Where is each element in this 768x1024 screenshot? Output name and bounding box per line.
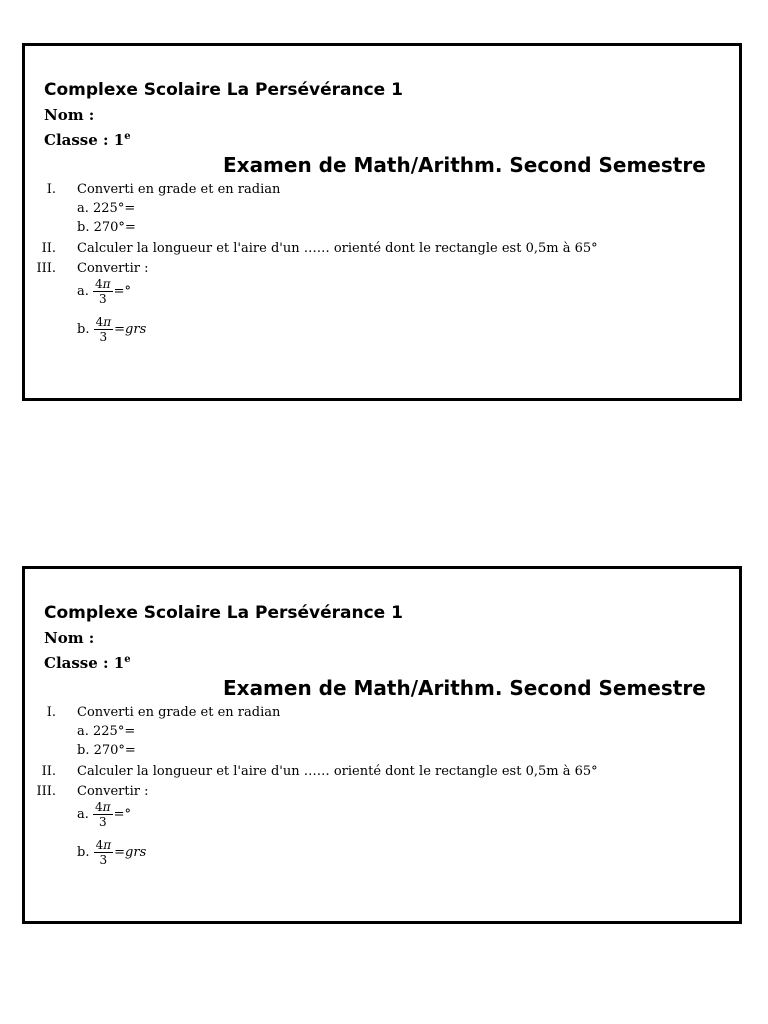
question-3b-unit: grs <box>125 845 147 860</box>
fraction-denominator: 3 <box>99 330 108 344</box>
class-label <box>44 654 131 672</box>
fraction-4pi-over-3 <box>94 838 114 867</box>
pi-symbol: π <box>102 800 111 814</box>
question-3b-unit: grs <box>125 322 147 337</box>
pi-symbol: π <box>102 277 111 291</box>
question-3a <box>77 277 131 306</box>
question-1a: a. 225°= <box>77 201 136 216</box>
class-label <box>44 131 131 149</box>
question-2-number: II. <box>41 241 56 256</box>
question-1-number: I. <box>46 705 56 720</box>
question-3b-label: b. <box>77 322 90 337</box>
question-1-number: I. <box>46 182 56 197</box>
question-2-text: Calculer la longueur et l'aire d'un …… orienté dont le rectangle est 0,5m à 65° <box>77 241 598 256</box>
question-3-number: III. <box>36 784 56 799</box>
fraction-denominator: 3 <box>98 292 107 306</box>
name-label: Nom : <box>44 629 95 647</box>
exam-card-2 <box>22 566 742 924</box>
class-superscript: e <box>124 654 131 665</box>
question-1a: a. 225°= <box>77 724 136 739</box>
question-3a <box>77 800 131 829</box>
question-3b-equals: = <box>114 322 126 337</box>
class-text: Classe : 1 <box>44 654 125 672</box>
question-3b-equals: = <box>114 845 126 860</box>
question-3a-rhs: =° <box>113 284 131 299</box>
fraction-numerator: 4 <box>95 277 103 291</box>
question-3-text: Convertir : <box>77 261 149 276</box>
school-name: Complexe Scolaire La Persévérance 1 <box>44 80 403 100</box>
question-3b-label: b. <box>77 845 90 860</box>
fraction-numerator: 4 <box>95 315 104 329</box>
question-3b <box>77 838 146 867</box>
question-3a-rhs: =° <box>113 807 131 822</box>
fraction-4pi-over-3 <box>93 277 113 306</box>
fraction-numerator: 4 <box>95 838 104 852</box>
fraction-numerator: 4 <box>95 800 103 814</box>
question-1-text: Converti en grade et en radian <box>77 705 281 720</box>
class-text: Classe : 1 <box>44 131 125 149</box>
question-1b: b. 270°= <box>77 220 136 235</box>
question-1b: b. 270°= <box>77 743 136 758</box>
question-3a-label: a. <box>77 284 89 299</box>
name-label: Nom : <box>44 106 95 124</box>
school-name: Complexe Scolaire La Persévérance 1 <box>44 603 403 623</box>
question-3-number: III. <box>36 261 56 276</box>
fraction-denominator: 3 <box>99 853 108 867</box>
question-3a-label: a. <box>77 807 89 822</box>
pi-symbol: π <box>103 838 112 852</box>
question-3b <box>77 315 146 344</box>
question-2-text: Calculer la longueur et l'aire d'un …… orienté dont le rectangle est 0,5m à 65° <box>77 764 598 779</box>
question-3-text: Convertir : <box>77 784 149 799</box>
fraction-denominator: 3 <box>98 815 107 829</box>
exam-title: Examen de Math/Arithm. Second Semestre <box>223 153 706 177</box>
question-2-number: II. <box>41 764 56 779</box>
exam-title: Examen de Math/Arithm. Second Semestre <box>223 676 706 700</box>
fraction-4pi-over-3 <box>94 315 114 344</box>
exam-card-1 <box>22 43 742 401</box>
question-1-text: Converti en grade et en radian <box>77 182 281 197</box>
class-superscript: e <box>124 131 131 142</box>
pi-symbol: π <box>103 315 112 329</box>
fraction-4pi-over-3 <box>93 800 113 829</box>
